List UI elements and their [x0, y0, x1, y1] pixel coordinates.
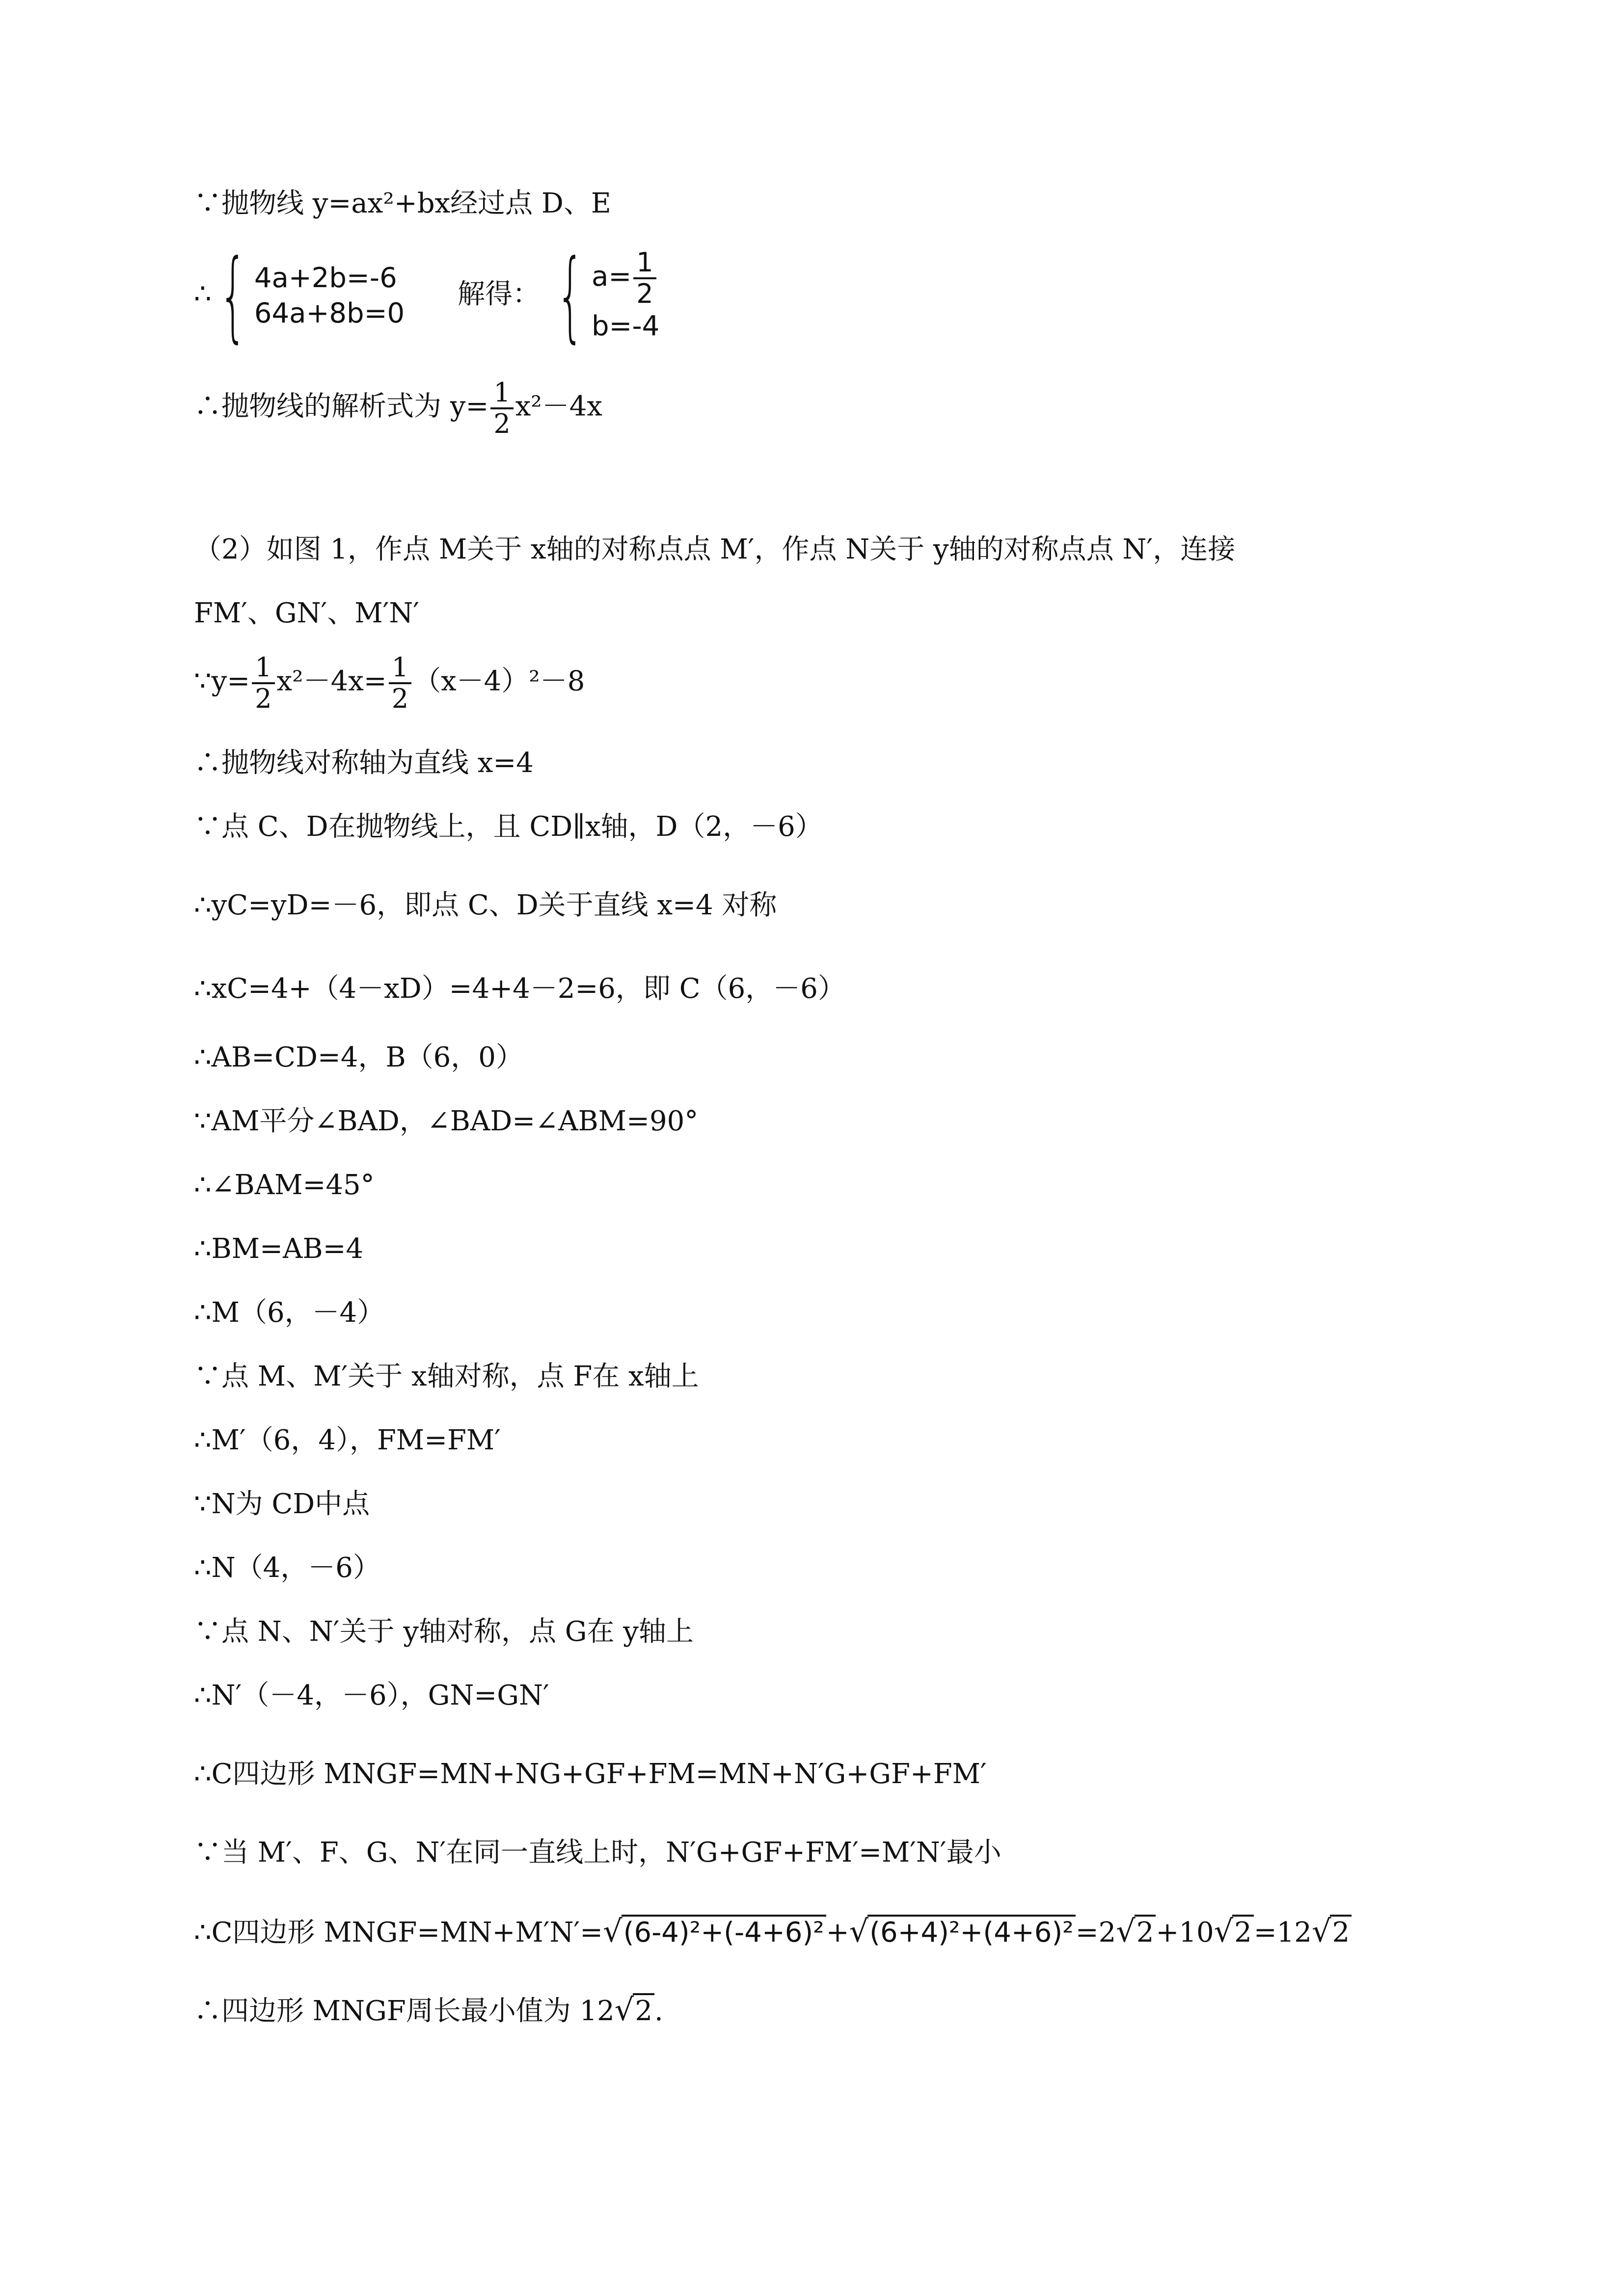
minimum-head: ∴四边形 MNGF周长最小值为 12: [194, 1995, 615, 2027]
line-points-c-d: ∵点 C、D在抛物线上，且 CD∥x轴，D（2，－6）: [194, 811, 823, 843]
sqrt-icon: √: [614, 1992, 634, 2028]
fraction-one-half: [490, 378, 513, 439]
perimeter-term-1: =2: [1075, 1917, 1116, 1949]
sqrt-icon: √: [1311, 1913, 1331, 1949]
line-collinear-condition: ∵当 M′、F、G、N′在同一直线上时，N′G+GF+FM′=M′N′最小: [194, 1837, 1001, 1869]
equation-2: 64a+8b=0: [254, 297, 405, 329]
line-perimeter-expression: ∴C四边形 MNGF=MN+NG+GF+FM=MN+N′G+GF+FM′: [194, 1758, 987, 1790]
equation-1: 4a+2b=-6: [254, 262, 397, 294]
line-equation-system: [194, 239, 660, 366]
fraction-numerator: 1: [633, 248, 656, 279]
fraction-one-half: [252, 653, 274, 714]
line-part2-intro: （2）如图 1，作点 M关于 x轴的对称点点 M′，作点 N关于 y轴的对称点点 N′，连接: [194, 534, 1236, 565]
fraction-denominator: 2: [255, 683, 272, 714]
vertex-head: ∵y=: [194, 665, 250, 697]
therefore-symbol: ∴: [194, 278, 212, 310]
fraction-numerator: 1: [490, 378, 513, 409]
vertex-tail: （x－4）²－8: [413, 665, 585, 697]
perimeter-term-2: +10: [1156, 1917, 1214, 1949]
line-parabola-through-points: ∵抛物线 y=ax²+bx经过点 D、E: [194, 187, 611, 219]
solve-label: 解得：: [457, 278, 540, 310]
period: .: [654, 1995, 663, 2027]
solution-system: [592, 248, 659, 344]
radicand-1: (6-4)²+(-4+6)²: [622, 1915, 826, 1949]
radicand-2: (6+4)²+(4+6)²: [867, 1915, 1076, 1949]
fraction-denominator: 2: [391, 683, 409, 714]
solution-a-label: a=: [592, 261, 632, 293]
line-part2-connect: FM′、GN′、M′N′: [194, 597, 420, 629]
line-n-reflection: ∵点 N、N′关于 y轴对称，点 G在 y轴上: [194, 1616, 694, 1648]
line-point-n: ∴N（4，－6）: [194, 1552, 380, 1584]
fraction-denominator: 2: [636, 278, 653, 309]
radicand-two: 2: [633, 1993, 654, 2028]
fraction-numerator: 1: [389, 653, 411, 684]
line-m-prime: ∴M′（6，4），FM=FM′: [194, 1424, 501, 1456]
sqrt-icon: √: [849, 1913, 869, 1949]
line-xc: ∴xC=4+（4－xD）=4+4－2=6，即 C（6，－6）: [194, 973, 845, 1005]
left-brace-icon: {: [218, 239, 247, 353]
radicand-two: 2: [1232, 1915, 1254, 1949]
perimeter-head: ∴C四边形 MNGF=MN+M′N′=: [194, 1917, 603, 1949]
line-axis-of-symmetry: ∴抛物线对称轴为直线 x=4: [194, 747, 534, 779]
line-perimeter-value: ∴C四边形 MNGF=MN+M′N′=√(6-4)²+(-4+6)²+√(6+4)²+(4+6)²=2√2+10√2=12√2: [194, 1914, 1352, 1950]
line-point-m: ∴M（6，－4）: [194, 1297, 385, 1329]
sqrt-icon: √: [603, 1913, 623, 1949]
solution-a: [592, 248, 659, 309]
radicand-two: 2: [1135, 1915, 1156, 1949]
perimeter-result: =12: [1253, 1917, 1312, 1949]
fraction-denominator: 2: [493, 408, 511, 439]
fraction-one-half: [633, 248, 656, 309]
expression-head: ∴抛物线的解析式为 y=: [194, 390, 489, 423]
equation-system: [254, 261, 405, 331]
line-n-midpoint: ∵N为 CD中点: [194, 1488, 370, 1520]
fraction-one-half: [389, 653, 411, 714]
line-minimum-perimeter: [194, 1993, 663, 2029]
expression-tail: x²－4x: [515, 390, 602, 423]
line-ab-cd: ∴AB=CD=4，B（6，0）: [194, 1041, 523, 1073]
sqrt-icon: √: [1116, 1913, 1136, 1949]
line-am-bisects: ∵AM平分∠BAD，∠BAD=∠ABM=90°: [194, 1105, 699, 1137]
vertex-mid: x²－4x=: [276, 665, 387, 697]
line-yc-yd: ∴yC=yD=－6，即点 C、D关于直线 x=4 对称: [194, 889, 777, 921]
solution-b: b=-4: [592, 310, 660, 342]
line-vertex-form: [194, 653, 585, 726]
left-brace-icon: {: [556, 239, 585, 353]
sqrt-icon: √: [1214, 1913, 1234, 1949]
line-parabola-expression: [194, 378, 602, 452]
radicand-two: 2: [1330, 1915, 1352, 1949]
line-angle-bam: ∴∠BAM=45°: [194, 1169, 375, 1201]
line-m-reflection: ∵点 M、M′关于 x轴对称，点 F在 x轴上: [194, 1361, 699, 1392]
line-bm-ab: ∴BM=AB=4: [194, 1233, 364, 1265]
line-n-prime: ∴N′（－4，－6），GN=GN′: [194, 1680, 549, 1711]
fraction-numerator: 1: [252, 653, 274, 684]
